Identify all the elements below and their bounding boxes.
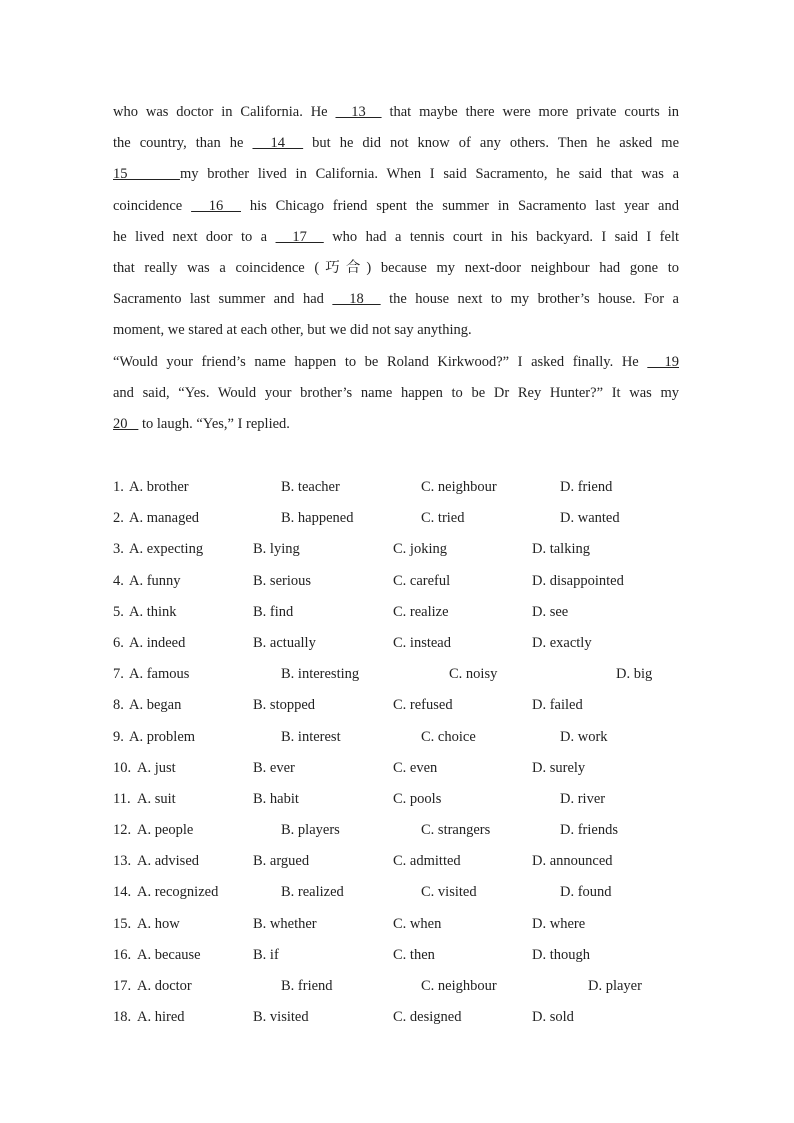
question-number: 18.: [113, 1009, 132, 1026]
option-d: D. where: [532, 915, 586, 932]
option-a: A. expecting: [129, 541, 204, 558]
option-b: B. if: [253, 946, 279, 963]
passage-text: but he did not know of any others. Then he asked me: [303, 135, 679, 152]
passage-line: [113, 378, 679, 409]
option-b: B. whether: [253, 915, 317, 932]
option-c: C. neighbour: [421, 479, 497, 495]
option-d: D. see: [532, 603, 569, 620]
question-number: 10.: [113, 759, 132, 776]
question-row: [113, 566, 713, 597]
passage-text: and said, “Yes. Would your brother’s name happen to be Dr Rey Hunter?” It was my: [113, 384, 679, 401]
option-a: A. suit: [137, 790, 176, 807]
option-a: A. funny: [129, 572, 181, 589]
blank-number: [128, 416, 139, 432]
option-d: D. talking: [532, 541, 590, 558]
option-a: A. famous: [129, 666, 190, 683]
blank-number: 13: [335, 104, 382, 120]
option-a: A. doctor: [137, 978, 192, 994]
question-row: [113, 940, 713, 971]
option-a: A. advised: [137, 853, 200, 870]
question-row: [113, 877, 713, 908]
passage-line: [113, 253, 679, 284]
passage-text: that really was a coincidence (巧合) because my next-door neighbour had gone to: [113, 259, 679, 276]
option-a: A. think: [129, 603, 177, 620]
passage-text: to laugh. “Yes,” I replied.: [138, 415, 290, 432]
question-number: 12.: [113, 822, 132, 839]
option-b: B. interesting: [281, 666, 360, 683]
option-d: D. work: [560, 728, 608, 745]
passage-text: who had a tennis court in his backyard. I said I felt: [323, 228, 679, 245]
option-c: C. strangers: [421, 822, 491, 839]
option-b: B. teacher: [281, 479, 340, 495]
option-b: B. actually: [253, 634, 316, 651]
option-a: A. people: [137, 822, 194, 839]
question-number: 4.: [113, 572, 124, 589]
blank-number: 18: [332, 291, 381, 308]
option-b: B. find: [253, 603, 294, 620]
passage-line: [113, 315, 679, 346]
question-number: 16.: [113, 946, 132, 963]
question-row: [113, 909, 713, 940]
question-row: [113, 534, 713, 565]
passage-line: [113, 191, 679, 222]
option-d: D. exactly: [532, 634, 592, 651]
option-b: B. argued: [253, 853, 310, 870]
option-d: D. sold: [532, 1009, 574, 1026]
question-number: 3.: [113, 541, 124, 558]
blank-number: 19: [647, 353, 679, 370]
passage-text: coincidence: [113, 197, 192, 214]
option-c: C. joking: [393, 541, 447, 558]
question-row: [113, 784, 713, 815]
option-c: C. noisy: [449, 666, 498, 683]
option-a: A. brother: [129, 479, 189, 495]
option-d: D. big: [616, 666, 653, 683]
question-number: 17.: [113, 978, 132, 994]
passage-text: the country, than he: [113, 135, 253, 152]
passage-line: [113, 128, 679, 159]
passage-text: the house next to my brother’s house. For a: [380, 291, 679, 308]
passage-text: moment, we stared at each other, but we did not say anything.: [113, 322, 472, 339]
question-number: 11.: [113, 790, 131, 807]
passage-line: [113, 284, 679, 315]
blank-number: [128, 166, 180, 182]
option-c: C. neighbour: [421, 978, 497, 994]
option-d: D. friends: [560, 822, 618, 839]
option-a: A. because: [137, 946, 201, 963]
option-c: C. visited: [421, 884, 477, 901]
option-b: B. interest: [281, 728, 341, 745]
option-c: C. designed: [393, 1009, 462, 1026]
passage-text: he lived next door to a: [113, 228, 276, 245]
option-c: C. realize: [393, 603, 449, 620]
blank-number: 17: [275, 228, 324, 245]
question-number: 14.: [113, 884, 132, 901]
option-a: A. just: [137, 759, 176, 776]
option-c: C. pools: [393, 790, 442, 807]
question-row: [113, 628, 713, 659]
option-b: B. visited: [253, 1009, 309, 1026]
option-b: B. ever: [253, 759, 295, 776]
option-c: C. refused: [393, 697, 453, 714]
option-a: A. began: [129, 697, 182, 714]
option-b: B. realized: [281, 884, 344, 901]
question-number: 6.: [113, 634, 124, 651]
passage-text: my brother lived in California. When I said Sacramento, he said that was a: [179, 166, 679, 183]
passage-text: his Chicago friend spent the summer in Sacramento last year and: [241, 197, 679, 214]
option-a: A. indeed: [129, 634, 186, 651]
option-c: C. tried: [421, 510, 465, 527]
option-a: A. how: [137, 915, 180, 932]
option-b: B. habit: [253, 790, 299, 807]
question-row: [113, 846, 713, 877]
question-row: [113, 690, 713, 721]
question-number: 7.: [113, 666, 124, 683]
blank-number: 14: [252, 135, 304, 152]
option-c: C. when: [393, 915, 442, 932]
option-d: D. though: [532, 946, 590, 963]
question-number: 5.: [113, 603, 124, 620]
option-a: A. hired: [137, 1009, 185, 1026]
question-number: 1.: [113, 479, 124, 495]
question-row: [113, 597, 713, 628]
passage-text: who was doctor in California. He: [113, 104, 336, 120]
option-c: C. admitted: [393, 853, 461, 870]
option-d: D. surely: [532, 759, 586, 776]
option-c: C. even: [393, 759, 438, 776]
passage-text: “Would your friend’s name happen to be Roland Kirkwood?” I asked finally. He: [113, 353, 648, 370]
option-d: D. wanted: [560, 510, 620, 527]
passage-line: [113, 222, 679, 253]
passage-line: [113, 159, 679, 190]
option-c: C. instead: [393, 634, 451, 651]
option-c: C. choice: [421, 728, 476, 745]
option-d: D. failed: [532, 697, 583, 714]
question-row: [113, 1002, 713, 1033]
option-d: D. river: [560, 790, 606, 807]
passage-line: [113, 409, 679, 440]
question-row: [113, 722, 713, 753]
option-a: A. problem: [129, 728, 196, 745]
blank-number: 20: [113, 415, 128, 432]
passage-text: Sacramento last summer and had: [113, 291, 333, 308]
option-d: D. found: [560, 884, 612, 901]
option-b: B. serious: [253, 572, 311, 589]
question-row: [113, 753, 713, 784]
blank-number: 16: [191, 197, 241, 214]
question-row: [113, 659, 713, 690]
question-row: [113, 971, 713, 1002]
answer-options-list: [113, 472, 713, 1033]
option-c: C. then: [393, 946, 435, 963]
option-b: B. lying: [253, 541, 300, 558]
option-d: D. disappointed: [532, 572, 624, 589]
question-row: [113, 472, 713, 503]
option-a: A. recognized: [137, 884, 219, 901]
option-a: A. managed: [129, 510, 200, 527]
passage-line: [113, 97, 679, 128]
passage-line: [113, 347, 679, 378]
option-d: D. friend: [560, 479, 613, 495]
option-b: B. happened: [281, 510, 354, 527]
question-row: [113, 815, 713, 846]
option-b: B. players: [281, 822, 340, 839]
question-number: 8.: [113, 697, 124, 714]
question-number: 15.: [113, 915, 132, 932]
option-b: B. friend: [281, 978, 333, 994]
passage-text: that maybe there were more private courts in: [381, 104, 679, 120]
option-d: D. announced: [532, 853, 613, 870]
question-number: 2.: [113, 510, 124, 527]
option-b: B. stopped: [253, 697, 316, 714]
question-number: 13.: [113, 853, 132, 870]
blank-number: 15: [113, 166, 128, 183]
option-d: D. player: [588, 978, 642, 994]
question-number: 9.: [113, 728, 124, 745]
question-row: [113, 503, 713, 534]
cloze-passage: [113, 97, 679, 440]
option-c: C. careful: [393, 572, 451, 589]
